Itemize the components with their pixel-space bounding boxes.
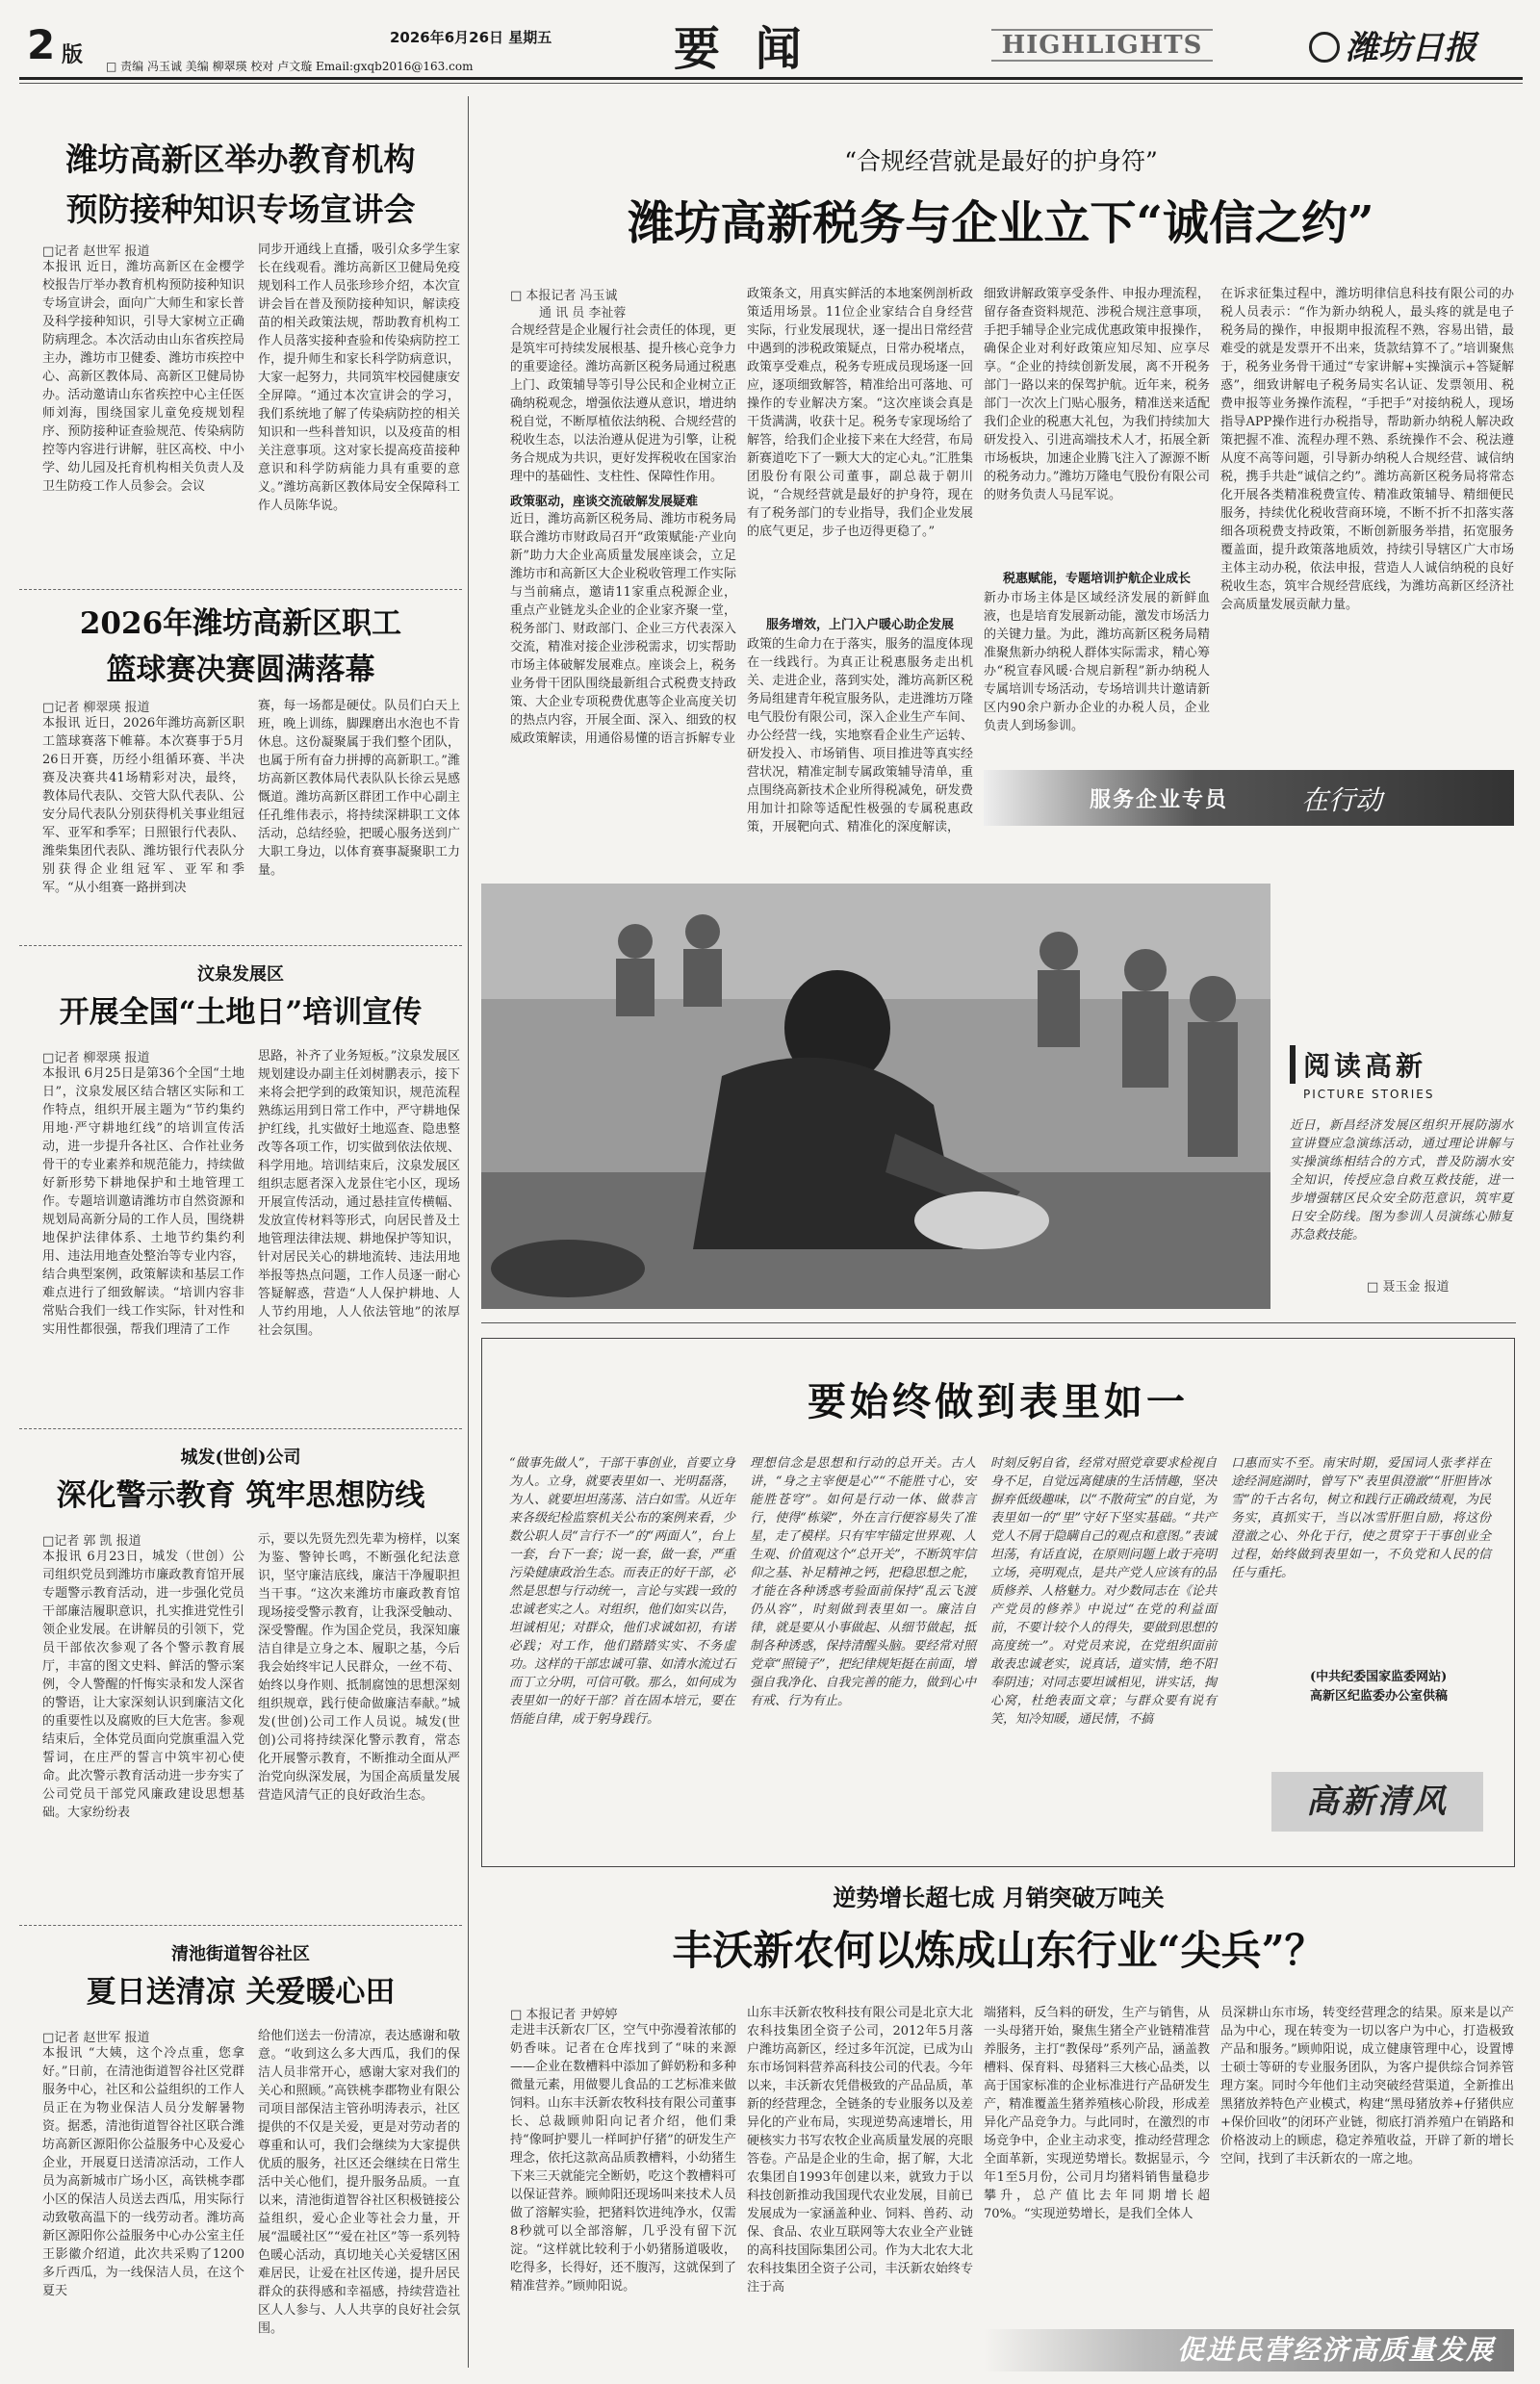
paper-name: 潍坊日报 — [1346, 29, 1476, 67]
bottom-col2: 山东丰沃新农牧科技有限公司是北京大北农科技集团全资子公司，2012年5月落户潍坊高新区，经过多年沉淀，已成为山东市场饲料营养高科技公司的代表。今年以来，丰沃新农凭借极致的产品品质，革新的经营理念，全链条的专业服务以及差异化的产业布局，实现逆势高速增长，用硬核实力书写农牧企业高质量发展的亮眼答卷。产品是企业的生命，据了解，大北农集团自1993年创建以来，就致力于以科技创新推动我国现代农业发展，目前已发展成为一家涵盖种业、饲料、兽药、动保、食品、农业互联网等大农业全产业链的高科技国际集团公司。作为大北农大北农科技集团全资子公司，丰沃新农始终专注于高 — [747, 2006, 973, 2294]
masthead — [0, 0, 1540, 77]
masthead-rule-thin — [19, 83, 1523, 84]
lead-col4a: 在诉求征集过程中，潍坊明律信息科技有限公司的办税人员表示：“作为新办纳税人，最头疼的就是电子税务局的操作，申报期申报流程不熟，容易出错，最难受的就是发票开不出来，货款结算不了。”培训聚焦于，税务业务骨干通过“专家讲解+实操演示+答疑解惑”，细致讲解电子税务局实名认证、发票领用、税费申报等业务操作流程，“手把手”对接纳税人，现场指导APP操作进行办税指导，帮助新办纳税人解决政策把握不准、流程办理不熟、系统操作不会、税法遵从度不高等问题，引导新办纳税人合规经营、诚信纳税，携手共赴“诚信之约”。潍坊高新区税务局将常态化开展各类精准税费宣传、精准政策辅导、精细便民服务，持续优化税收营商环境，不断不折不扣落实落细各项税费支持政策，不断创新服务举措，拓宽服务覆盖面，提升政策落地质效，持续引导辖区广大市场主体主动办税，依法申报，营造人人诚信纳税的良好税收生态，筑牢合规经营底线，为潍坊高新区经济社会高质量发展贡献力量。 — [1220, 287, 1514, 612]
section-en: HIGHLIGHTS — [991, 29, 1213, 62]
divider — [19, 1925, 462, 1926]
essay-title: 要始终做到表里如一 — [808, 1379, 1189, 1424]
lead-title: 潍坊高新税务与企业立下“诚信之约” — [628, 196, 1374, 250]
page-number: 2 — [27, 21, 56, 68]
warning-edu-title: 深化警示教育 筑牢思想防线 — [56, 1478, 425, 1513]
bottom-banner — [984, 2329, 1514, 2371]
warning-edu-kicker: 城发(世创)公司 — [180, 1448, 301, 1468]
masthead-rule — [19, 77, 1523, 80]
photo-label-en: PICTURE STORIES — [1303, 1088, 1435, 1101]
basketball-col2: 赛，每一场都是硬仗。队员们白天上班，晚上训练，脚踝磨出水泡也不肯休息。这份凝聚属于我们整个团队，也属于所有奋力拼搏的高新职工。”潍坊高新区教体局代表队队长徐云晃感慨道。潍坊高新区群团工作中心副主任孔维伟表示，将持续深耕职工文体活动，总结经验，把暖心服务送到广大职工身边，以体育赛事凝聚职工力量。 — [258, 699, 460, 878]
warning-edu-byline: □记者 郭 凯 报道 — [42, 1534, 141, 1549]
lead-subhead-3: 税惠赋能，专题培训护航企业成长 — [1002, 572, 1191, 586]
lead-col1b: 近日，潍坊高新区税务局、潍坊市税务局联合潍坊市财政局召开“政策赋能·产业向新”助力大企业高质量发展座谈会，立足潍坊市和高新区大企业税收管理工作实际与当前痛点，邀请11家重点税源企业，重点产业链龙头企业的企业家齐聚一堂，税务部门、财政部门、企业三方代表深入交流，精准对接企业涉税需求，切实帮助市场主体破解发展难点。座谈会上，税务业务骨干团队围绕最新组合式税费支持政策、大企业专项税费优惠等企业高度关切的热点内容，开展全面、深入、细致的权威政策解读，用通俗易懂的语言拆解专业 — [510, 512, 736, 746]
article-basketball-title — [19, 601, 462, 693]
vaccine-title-line2: 预防接种知识专场宣讲会 — [65, 191, 416, 228]
essay-col3: 时刻反躬自省，经常对照党章要求检视自身不足，自觉远离健康的生活情趣，坚决摒弃低级趣味，以“不散荷宝”的自觉，为表里如一的“里”守好下坚实基础。“共产党人不屑于隐瞒自己的观点和意图。”表诚坦荡，有话直说，在原则问题上敢于亮明立场，亮明观点，是共产党人应该有的品质修养、人格魅力。对少数同志在《论共产党员的修养》中说过“在党的利益面前，不要计较个人的得失，要做到思想的高度统一”。对党员来说，在党组织面前敢表忠诚老实，说真话，道实情，绝不阳奉阴违；对同志要坦诚相见，讲实话，掏心窝，杜绝表面文章；与群众要有说有笑，知冷知暖，通民情，不搞 — [990, 1456, 1217, 1727]
bottom-col1: 走进丰沃新农厂区，空气中弥漫着浓郁的奶香味。记者在仓库找到了“味的来源——企业在数槽料中添加了鲜奶粉和多种微量元素，用做婴儿食品的工艺标准来做饲料。山东丰沃新农牧科技有限公司董事长、总裁顾帅阳向记者介绍，他们秉持“像呵护婴儿一样呵护仔猪”的研发生产理念，依托这款高品质教槽料，小幼猪生下来三天就能完全断奶，吃这个教槽料可以保证营养。顾帅阳还现场叫来技术人员做了溶解实验，把猪料饮进纯净水，仅需8秒就可以全部溶解，几乎没有留下沉淀。“这样就比较利于小奶猪肠道吸收，吃得多，长得好，还不腹泻，这就保到了精准营养。”顾帅阳说。 — [510, 2023, 736, 2294]
service-tag-label: 服务企业专员 — [1090, 787, 1229, 812]
essay-badge-text: 高新清风 — [1306, 1782, 1449, 1821]
land-day-kicker: 汶泉发展区 — [197, 964, 284, 985]
article-vaccine-title — [19, 135, 462, 235]
lead-col3a: 细致讲解政策享受条件、申报办理流程，留存备查资料规范、涉税合规注意事项，手把手辅导企业完成优惠政策申报操作，确保企业对利好政策应知尽知、应享尽享。“企业的持续创新发展，离不开税务部门一路以来的保驾护航。近年来，税务部门一次次上门贴心服务，精准送来适配我们企业的税惠大礼包，为我们持续加大研发投入、引进高端技术人才，拓展全新市场板块，加速企业腾飞注入了源源不断的税务动力。”潍坊万隆电气股份有限公司的财务负责人马昆军说。 — [984, 287, 1210, 502]
cool-summer-col2: 给他们送去一份清凉，表达感谢和敬意。“收到这么多大西瓜，我们的保洁人员非常开心，感谢大家对我们的关心和照顾。”高铁桃李郡物业有限公司项目部保洁主管孙明涛表示，社区提供的不仅是关爱，更是对劳动者的尊重和认可，我们会继续为大家提供优质的服务，社区还会继续在日常生活中关心他们，提升服务品质。一直以来，清池街道智谷社区积极链接公益组织，爱心企业等社会力量，开展“温暖社区”“爱在社区”等一系列特色暖心活动，真切地关心关爱辖区困难居民，让爱在社区传递，提升居民群众的获得感和幸福感，持续营造社区人人参与、人人共享的良好社会氛围。 — [258, 2029, 460, 2336]
land-day-title: 开展全国“土地日”培训宣传 — [59, 995, 423, 1030]
lead-subhead-1: 政策驱动，座谈交流破解发展疑难 — [510, 495, 699, 509]
basketball-col1: 本报讯 近日，2026年潍坊高新区职工篮球赛落下帷幕。本次赛事于5月26日开赛，历经小组循环赛、半决赛及决赛共41场精彩对决，最终，教体局代表队、交管大队代表队、公安分局代表队分别获得机关事业组冠军、亚军和季军；日照银行代表队、潍柴集团代表队、潍坊银行代表队分别获得企业组冠军、亚军和季军。“从小组赛一路拼到决 — [42, 716, 244, 895]
issue-date: 2026年6月26日 星期五 — [390, 29, 552, 46]
page-suffix: 版 — [62, 42, 84, 67]
photo-illustration — [481, 884, 1270, 1309]
service-tag-bar — [984, 770, 1514, 826]
land-day-col2: 思路，补齐了业务短板。”汶泉发展区规划建设办副主任刘树鹏表示，接下来将会把学到的政策知识，规范流程熟练运用到日常工作中，严守耕地保护红线，扎实做好土地巡查、隐患整改等各项工作，切实做到依法依规、科学用地。培训结束后，汶泉发展区组织志愿者深入龙景住宅小区，现场开展宣传活动，通过悬挂宣传横幅、发放宣传材料等形式，向居民普及土地管理法律法规、耕地保护等知识，针对居民关心的耕地流转、违法用地举报等热点问题，工作人员逐一耐心答疑解惑，营造“人人保护耕地、人人节约用地，人人依法管地”的浓厚社会氛围。 — [258, 1049, 460, 1338]
divider — [19, 589, 462, 590]
paper-logo — [1309, 21, 1511, 68]
warning-edu-col1: 本报讯 6月23日，城发（世创）公司组织党员到潍坊市廉政教育馆开展专题警示教育活动，进一步强化党员干部廉洁履职意识，扎实推进党性引领企业发展。在讲解员的引领下，党员干部依次参观了各个警示教育展厅，丰富的图文史料、鲜活的警示案例，令人警醒的忏悔实录和发人深省的警语，让大家深刻认识到廉洁文化的重要性以及腐败的巨大危害。参观结束后，全体党员面向党旗重温入党誓词，在庄严的誓言中筑牢初心使命。此次警示教育活动进一步夯实了公司党员干部党风廉政建设思想基础。大家纷纷表 — [42, 1550, 244, 1820]
cool-summer-title: 夏日送清凉 关爱暖心田 — [86, 1975, 396, 2010]
bottom-col4: 员深耕山东市场，转变经营理念的结果。原来是以产品为中心，现在转变为一切以客户为中心，打造极致产品和服务。”顾帅阳说，成立健康管理中心，设置博士硕士等研的专业服务团队，为客户提供综合饲养管理方案。同时今年他们主动突破经营渠道，全新推出黑猪放养特色产业模式，构建“黑母猪放养+仔猪供应+保价回收”的闭环产业链，彻底打消养殖户在销路和价格波动上的顾虑，稳定养殖收益，开辟了新的增长空间，找到了丰沃新农的一席之地。 — [1220, 2006, 1514, 2166]
lead-subhead-2: 服务增效，上门入户暖心助企发展 — [765, 618, 954, 632]
divider — [481, 1322, 1516, 1323]
bottom-title: 丰沃新农何以炼成山东行业“尖兵”？ — [672, 1927, 1325, 1974]
essay-credit-2: 高新区纪监委办公室供稿 — [1310, 1689, 1449, 1704]
lead-col2a: 政策条文，用真实鲜活的本地案例剖析政策适用场景。11位企业家结合自身经营实际，行业发展现状，逐一提出日常经营中遇到的涉税政策疑点，日常办税堵点，政策享受难点，税务专班成员现场逐一回应，逐项细致解答，精准给出可落地、可操作的专业解决方案。“这次座谈会真是干货满满，收获十足。税务专家现场给了解答，给我们企业接下来在大经营，布局新赛道吃下了一颗大大的定心丸。”汇胜集团股份有限公司董事，副总裁于朝川说，“合规经营就是最好的护身符，现在有了税务部门的专业指导，我们企业发展的底气更足，步子也迈得更稳了。” — [747, 287, 973, 539]
cool-summer-byline: □记者 赵世军 报道 — [42, 2031, 150, 2045]
basketball-title-line2: 篮球赛决赛圆满落幕 — [106, 653, 375, 687]
basketball-title-line1: 2026年潍坊高新区职工 — [79, 606, 402, 641]
essay-credit: (中共纪委国家监委网站) — [1310, 1670, 1448, 1684]
land-day-byline: □记者 柳翠瑛 报道 — [42, 1051, 150, 1065]
basketball-byline: □记者 柳翠瑛 报道 — [42, 701, 150, 715]
photo-label-cn: 阅读高新 — [1290, 1045, 1511, 1084]
lead-col3b: 新办市场主体是区域经济发展的新鲜血液，也是培育发展新动能，激发市场活力的关键力量。为此，潍坊高新区税务局精准聚焦新办纳税人群体实际需求，精心筹办“税宣春风暖·合规启新程”新办纳税人专属培训专场活动，专场培训共计邀请新区内90余户新办企业的办税人员，企业负责人到场参训。 — [984, 591, 1210, 733]
essay-badge — [1271, 1772, 1483, 1832]
bottom-col3: 端猪料，反刍料的研发，生产与销售，从一头母猪开始，聚焦生猪全产业链精准营养服务，主打“教保母”系列产品，涵盖教槽料、保育料、母猪料三大核心品类，以高于国家标准的企业标准进行产品研发生产，精准覆盖生猪养殖核心阶段，形成差异化产品竞争力。与此同时，在激烈的市场竞争中，企业主动求变，推动经营理念全面革新，实现逆势增长。数据显示，今年1至5月份，公司月均猪料销售量稳步攀升，总产值比去年同期增长超70%。“实现逆势增长，是我们全体人 — [984, 2006, 1210, 2221]
vaccine-col1: 本报讯 近日，潍坊高新区在金樱学校报告厅举办教育机构预防接种知识专场宣讲会，面向广大师生和家长普及科学接种知识，引导大家树立正确防病理念。本次活动由山东省疾控局主办，潍坊市卫健委、潍坊市疾控中心、高新区教体局、高新区卫健局协办。活动邀请山东省疾控中心主任医师刘海，围绕国家儿童免疫规划程序、预防接种证查验规范、传染病防控等内容进行讲解，驻区高校、中小学、幼儿园及托育机构相关负责人及卫生防疫工作人员参会。会议 — [42, 260, 244, 494]
service-tag-script: 在行动 — [1301, 784, 1383, 816]
paper-logo-icon — [1309, 32, 1340, 63]
warning-edu-col2: 示，要以先贤先烈先辈为榜样，以案为鉴、警钟长鸣，不断强化纪法意识，坚守廉洁底线，廉洁干净履职担当干事。“这次来潍坊市廉政教育馆现场接受警示教育，让我深受触动、深受警醒。作为国企党员，我深知廉洁自律是立身之本、履职之基，今后我会始终牢记人民群众，一丝不苟、始终以身作则、抵制腐蚀的思想深刻组织规章，践行使命做廉洁奉献。”城发(世创)公司工作人员说。城发(世创)公司将持续深化警示教育，常态化开展警示教育，不断推动全面从严治党向纵深发展，为国企高质量发展营造风清气正的良好政治生态。 — [258, 1532, 460, 1803]
lead-byline-2: 通 讯 员 李祉蓉 — [539, 306, 627, 320]
cool-summer-kicker: 清池街道智谷社区 — [171, 1944, 310, 1964]
news-photo — [481, 884, 1270, 1309]
photo-label — [1290, 1045, 1511, 1101]
section-title: 要 闻 — [674, 22, 811, 76]
lead-kicker: “合规经营就是最好的护身符” — [844, 147, 1158, 175]
left-column-divider — [468, 96, 469, 2368]
vaccine-col2: 同步开通线上直播，吸引众多学生家长在线观看。潍坊高新区卫健局免疫规划科工作人员张珍珍介绍，本次宣讲会旨在普及预防接种知识，解读疫苗的相关政策法规，帮助教育机构工作人员落实接种查验和传染病防控工作，提升师生和家长科学防病意识，大家一起努力，共同筑牢校园健康安全屏障。“通过本次宣讲会的学习，我们系统地了解了传染病防控的相关知识和一些科普知识，以及疫苗的相关注意事项。这对家长提高疫苗接种意识和科学防病能力具有重要的意义。”潍坊高新区教体局安全保障科工作人员陈华说。 — [258, 243, 460, 513]
vaccine-byline: □记者 赵世军 报道 — [42, 244, 150, 259]
bottom-kicker: 逆势增长超七成 月销突破万吨关 — [833, 1884, 1165, 1911]
essay-col1: “做事先做人”，干部干事创业，首要立身为人。立身，就要表里如一、光明磊落，为人、就要坦坦荡荡、洁白如雪。从近年来各级纪检监察机关公布的案例来看，少数公职人员“言行不一”的“两面人”，台上一套，台下一套；说一套，做一套，严重污染健康政治生态。而表正的好干部，必然是思想与行动统一，言论与实践一致的忠诚老实之人。对组织，他们如实以告，坦诚相见；对群众，他们求诚如初，有诺必践；对工作，他们踏踏实实、不务虚功。这样的干部忠诚可靠、如清水流过石而丁立分明，可信可敬。那么，如何成为表里如一的好干部？首在固本培元，要在悟能自律，成于躬身践行。 — [509, 1456, 735, 1727]
essay-box — [481, 1338, 1515, 1867]
photo-credit: □ 聂玉金 报道 — [1367, 1280, 1450, 1295]
essay-col4: 口惠而实不至。南宋时期，爱国词人张孝祥在途经洞庭湖时，曾写下“表里俱澄澈”“肝胆皆冰雪”的千古名句，树立和践行正确政绩观，为民务实，真抓实干，当以冰雪肝胆自励，将这份澄澈之心、外化于行，使之贯穿于干事创业全过程，始终做到表里如一，不负党和人民的信任与重托。 — [1231, 1456, 1491, 1580]
cool-summer-col1: 本报讯 “大姨，这个冷点重，您拿好。”日前，在清池街道智谷社区党群服务中心，社区和公益组织的工作人员正在为物业保洁人员分发解暑物资。据悉，清池街道智谷社区联合潍坊高新区源阳你公益服务中心及爱心企业，开展夏日送清凉活动，工作人员为高新城市广场小区，高铁桃李郡小区的保洁人员送去西瓜，用实际行动致敬高温下的一线劳动者。潍坊高新区源阳你公益服务中心办公室主任王影徽介绍道，此次共采购了1200多斤西瓜，为一线保洁人员，在这个夏天 — [42, 2046, 244, 2298]
divider — [19, 945, 462, 946]
lead-col1a: 合规经营是企业履行社会责任的体现，更是筑牢可持续发展根基、提升核心竞争力的重要途径。潍坊高新区税务局通过税惠上门、政策辅导等引导公民和企业树立正确纳税观念，增强依法遵从意识，增进纳税自觉，不断厚植依法纳税、合规经营的税收生态，以法治遵从促进为引擎，让税务合规成为共识，更好发挥税收在国家治理中的基础性、支柱性、保障性作用。 — [510, 323, 736, 484]
bottom-byline: □ 本报记者 尹婷婷 — [510, 2008, 618, 2022]
divider — [19, 1428, 462, 1429]
essay-col2: 理想信念是思想和行动的总开关。古人讲，“身之主宰便是心”“不能胜寸心，安能胜苍穹”。如何是行动一体、做恭言行，使得“栋梁”，外在言行便容易失了准星，走了模样。只有牢牢锚定世界观、人生观、价值观这个“总开关”，不断筑牢信仰之基、补足精神之钙，把稳思想之舵，才能在各种诱惑考验面前保持“乱云飞渡仍从容”，时刻做到表里如一。廉洁自律，就是要从小事做起、从细节做起，抵制各种诱惑，保持清醒头脑。要经常对照党章“照镜子”，把纪律规矩挺在前面，增强自我净化、自我完善的能力，做到心中有戒、行为有止。 — [750, 1456, 976, 1708]
lead-byline-1: □ 本报记者 冯玉诚 — [510, 289, 618, 303]
editor-line: □ 责编 冯玉诚 美编 柳翠瑛 校对 卢文璇 Email:gxqb2016@163.com — [106, 60, 474, 73]
land-day-col1: 本报讯 6月25日是第36个全国“土地日”，汶泉发展区结合辖区实际和工作特点，组织开展主题为“节约集约用地·严守耕地红线”的培训宣传活动，进一步提升各社区、合作社业务骨干的专业素养和规范能力，持续做好新形势下耕地保护和土地管理工作。专题培训邀请潍坊市自然资源和规划局高新分局的工作人员，围绕耕地保护法律体系、土地节约集约利用、违法用地查处整治等专业内容，结合典型案例，政策解读和基层工作难点进行了细致解读。“培训内容非常贴合我们一线工作实际，针对性和实用性都很强，帮我们理清了工作 — [42, 1066, 244, 1337]
vaccine-title-line1: 潍坊高新区举办教育机构 — [65, 141, 416, 178]
photo-caption: 近日，新昌经济发展区组织开展防溺水宣讲暨应急演练活动，通过理论讲解与实操演练相结合的方式，普及防溺水安全知识，传授应急自救互救技能，进一步增强辖区民众安全防范意识，筑牢夏日安全防线。图为参训人员演练心肺复苏急救技能。 — [1290, 1118, 1513, 1243]
bottom-banner-text: 促进民营经济高质量发展 — [1176, 2334, 1495, 2366]
lead-col2b: 政策的生命力在于落实，服务的温度体现在一线践行。为真正让税惠服务走出机关、走进企业，落到实处，潍坊高新区税务局组建青年税宣服务队，走进潍坊万隆电气股份有限公司，深入企业生产车间、办公经营一线，实地察看企业生产运转、研发投入、市场销售、项目推进等真实经营状况，精准定制专属政策辅导清单，重点围绕高新技术企业所得税减免，研发费用加计扣除等适配性极强的专属税惠政策，开展靶向式、精准化的深度解读， — [747, 637, 973, 834]
